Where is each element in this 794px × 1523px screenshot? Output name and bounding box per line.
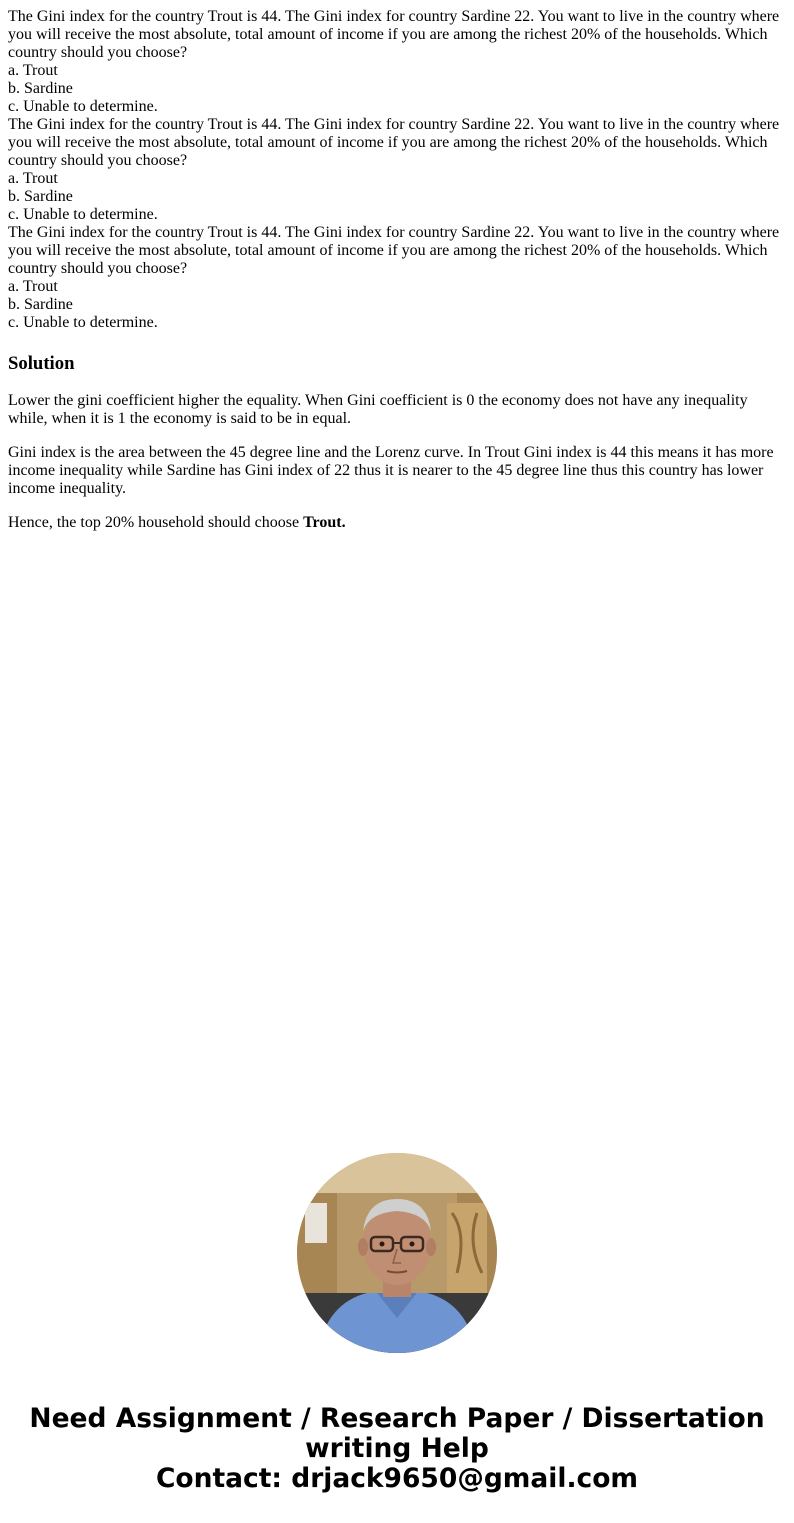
question-block-1 <box>8 8 786 116</box>
footer-line-1: Need Assignment / Research Paper / Dissertation <box>29 1403 765 1434</box>
option-a: a. Trout <box>8 62 58 79</box>
question-text: The Gini index for the country Trout is 44. The Gini index for country Sardine 22. You want to live in the country where you will receive the most absolute, total amount of income if you are among the richest 20% of the households. Which country should you choose? <box>8 8 780 61</box>
avatar <box>297 1153 497 1353</box>
question-text: The Gini index for the country Trout is 44. The Gini index for country Sardine 22. You want to live in the country where you will receive the most absolute, total amount of income if you are among the richest 20% of the households. Which country should you choose? <box>8 224 780 277</box>
option-c: c. Unable to determine. <box>8 98 158 115</box>
option-c: c. Unable to determine. <box>8 314 158 331</box>
footer-line-2: writing Help <box>305 1433 489 1464</box>
solution-paragraph-2: Gini index is the area between the 45 degree line and the Lorenz curve. In Trout Gini index is 44 this means it has more income inequality while Sardine has Gini index of 22 thus it is nearer to the 45 degree line thus this country has lower income inequality. <box>8 444 774 497</box>
solution-conclusion <box>8 514 786 532</box>
option-b: b. Sardine <box>8 188 73 205</box>
option-a: a. Trout <box>8 278 58 295</box>
person-portrait-icon <box>297 1153 497 1353</box>
question-text: The Gini index for the country Trout is 44. The Gini index for country Sardine 22. You want to live in the country where you will receive the most absolute, total amount of income if you are among the richest 20% of the households. Which country should you choose? <box>8 116 780 169</box>
question-block-3 <box>8 224 786 332</box>
document-content <box>8 8 786 548</box>
option-c: c. Unable to determine. <box>8 206 158 223</box>
footer-contact: Contact: drjack9650@gmail.com <box>155 1463 639 1494</box>
option-b: b. Sardine <box>8 80 73 97</box>
conclusion-text: Hence, the top 20% household should choose <box>8 514 304 531</box>
conclusion-answer: Trout. <box>303 514 346 531</box>
solution-paragraph-1: Lower the gini coefficient higher the equality. When Gini coefficient is 0 the economy does not have any inequality while, when it is 1 the economy is said to be in equal. <box>8 392 748 427</box>
option-b: b. Sardine <box>8 296 73 313</box>
option-a: a. Trout <box>8 170 58 187</box>
question-block-2 <box>8 116 786 224</box>
contact-footer <box>0 1404 794 1494</box>
solution-heading: Solution <box>8 353 75 374</box>
